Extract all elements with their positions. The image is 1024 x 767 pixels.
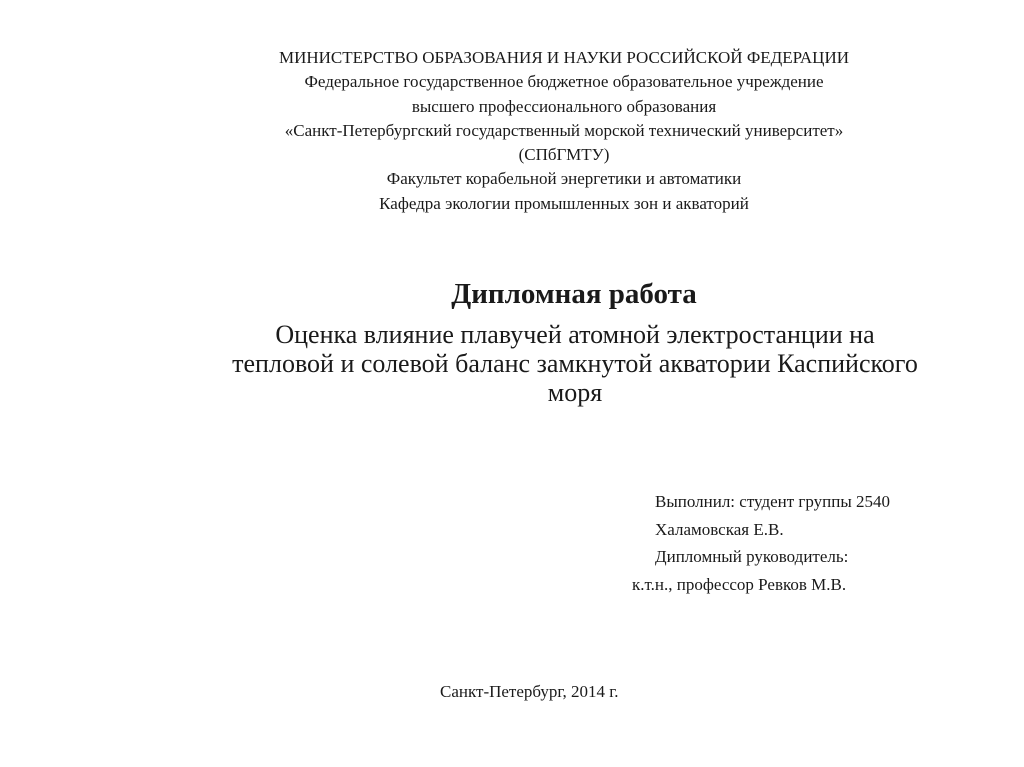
education-level-line: высшего профессионального образования xyxy=(411,96,717,116)
thesis-topic-line-2: тепловой и солевой баланс замкнутой акватории Каспийского xyxy=(232,349,918,378)
faculty-line: Факультет корабельной энергетики и автоматики xyxy=(386,169,742,189)
document-title: Дипломная работа xyxy=(451,278,697,310)
university-abbreviation-line: (СПбГМТУ) xyxy=(518,145,610,165)
student-name: Халамовская Е.В. xyxy=(655,519,784,539)
supervisor-name: к.т.н., профессор Ревков М.В. xyxy=(632,574,847,594)
author-block xyxy=(632,488,1012,598)
department-line: Кафедра экологии промышленных зон и акваторий xyxy=(379,193,749,213)
institution-type-line: Федеральное государственное бюджетное образовательное учреждение xyxy=(304,72,824,92)
student-line: Выполнил: студент группы 2540 xyxy=(655,492,891,511)
ministry-line: МИНИСТЕРСТВО ОБРАЗОВАНИЯ И НАУКИ РОССИЙСКОЙ ФЕДЕРАЦИИ xyxy=(278,48,850,67)
thesis-topic-line-3: моря xyxy=(547,378,603,407)
city-year: Санкт-Петербург, 2014 г. xyxy=(440,682,619,701)
university-name-line: «Санкт-Петербургский государственный морской технический университет» xyxy=(284,120,844,140)
thesis-topic-line-1: Оценка влияние плавучей атомной электростанции на xyxy=(275,320,875,349)
institution-header xyxy=(206,46,922,216)
thesis-topic xyxy=(150,320,1000,407)
supervisor-label: Дипломный руководитель: xyxy=(655,547,849,566)
